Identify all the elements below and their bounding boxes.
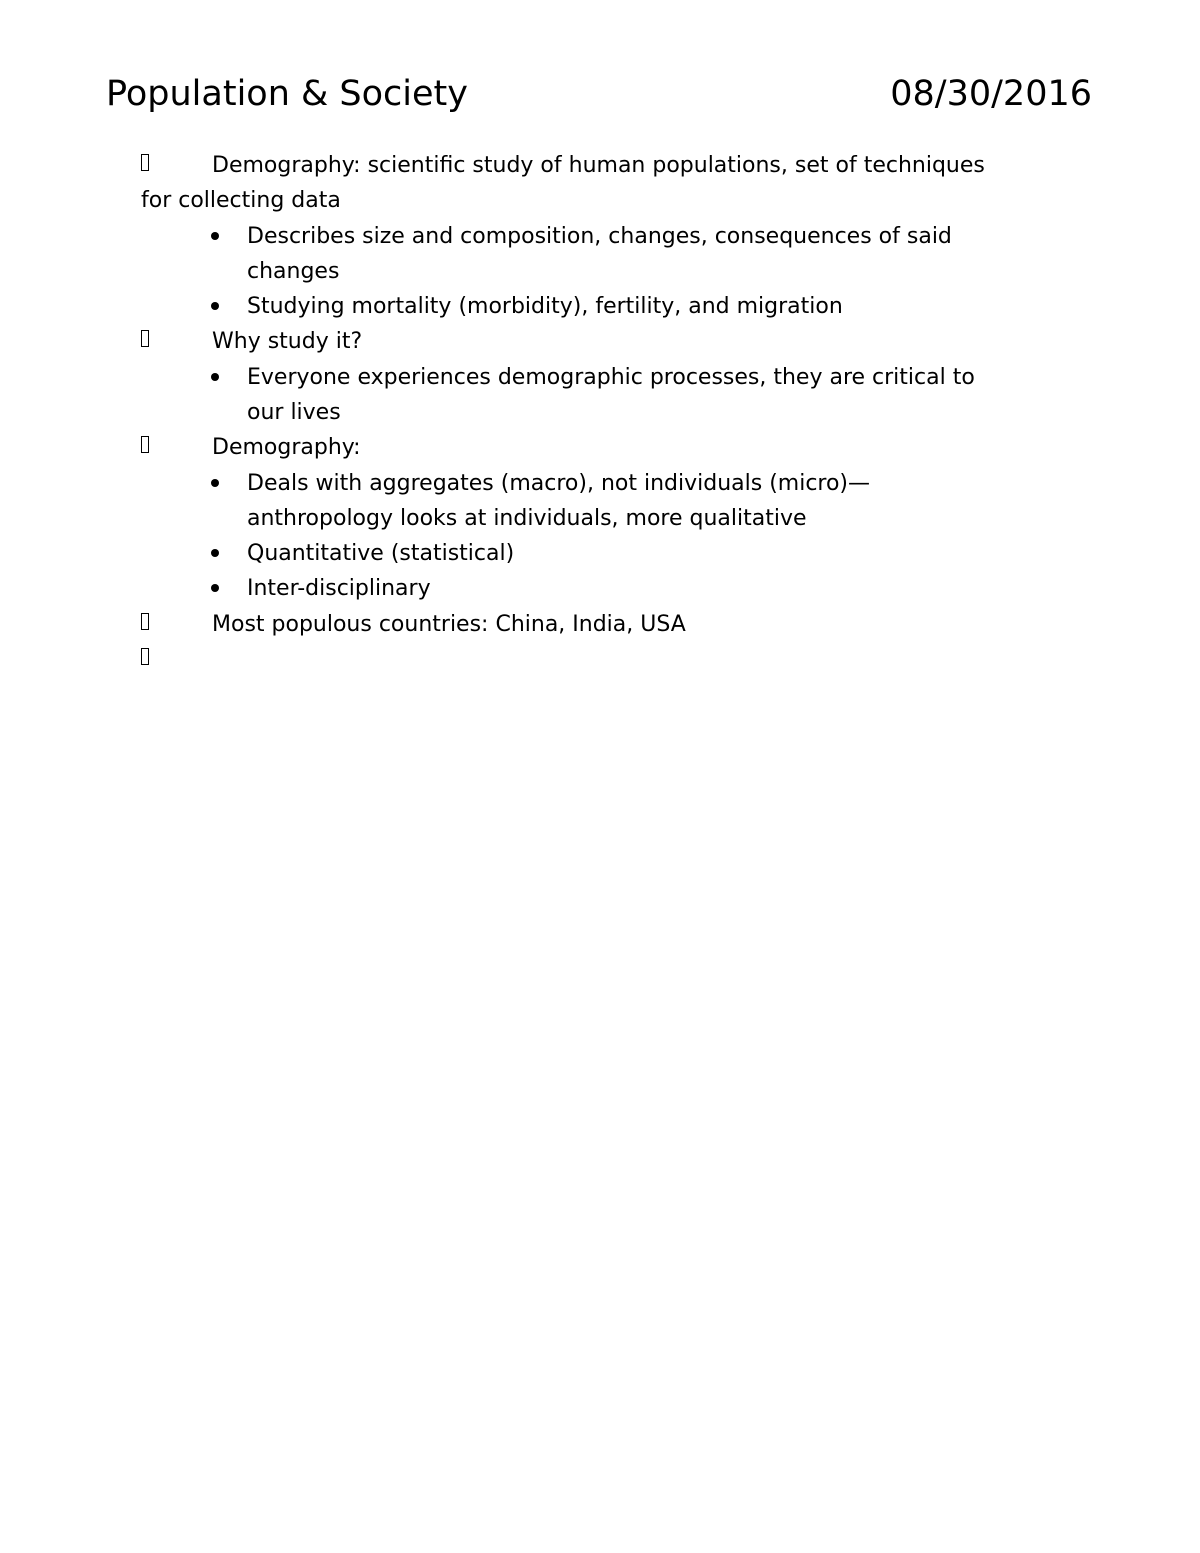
sub-list-item-text: Inter-disciplinary bbox=[247, 576, 431, 601]
list-item-text: Demography: scientific study of human populations, set of techniques bbox=[212, 153, 985, 178]
sub-list-item-text: Studying mortality (morbidity), fertility, and migration bbox=[247, 294, 843, 319]
list-item-text: Demography: bbox=[212, 435, 361, 460]
list-item-text: Most populous countries: China, India, USA bbox=[212, 612, 686, 637]
missing-glyph-box-icon bbox=[141, 148, 153, 183]
missing-glyph-box-icon bbox=[141, 642, 153, 677]
bullet-dot-icon bbox=[211, 584, 219, 592]
bullet-dot-icon bbox=[211, 373, 219, 381]
page-date: 08/30/2016 bbox=[890, 74, 1092, 114]
sub-list-item-text: Everyone experiences demographic processes, they are critical to bbox=[247, 365, 975, 390]
bullet-dot-icon bbox=[211, 479, 219, 487]
sub-list-item-text: Quantitative (statistical) bbox=[247, 541, 515, 566]
sub-list-item-text-continued: anthropology looks at individuals, more qualitative bbox=[247, 506, 807, 531]
list-item-text-continued: for collecting data bbox=[141, 188, 341, 213]
bullet-dot-icon bbox=[211, 302, 219, 310]
missing-glyph-box-icon bbox=[141, 430, 153, 465]
bullet-dot-icon bbox=[211, 232, 219, 240]
missing-glyph-box-icon bbox=[141, 607, 153, 642]
sub-list-item-text-continued: changes bbox=[247, 259, 340, 284]
sub-list-item-text-continued: our lives bbox=[247, 400, 341, 425]
list-item-text: Why study it? bbox=[212, 329, 363, 354]
bullet-dot-icon bbox=[211, 549, 219, 557]
missing-glyph-box-icon bbox=[141, 324, 153, 359]
page-title: Population & Society bbox=[106, 74, 468, 114]
sub-list-item-text: Deals with aggregates (macro), not individuals (micro)— bbox=[247, 471, 871, 496]
sub-list-item-text: Describes size and composition, changes, consequences of said bbox=[247, 224, 952, 249]
